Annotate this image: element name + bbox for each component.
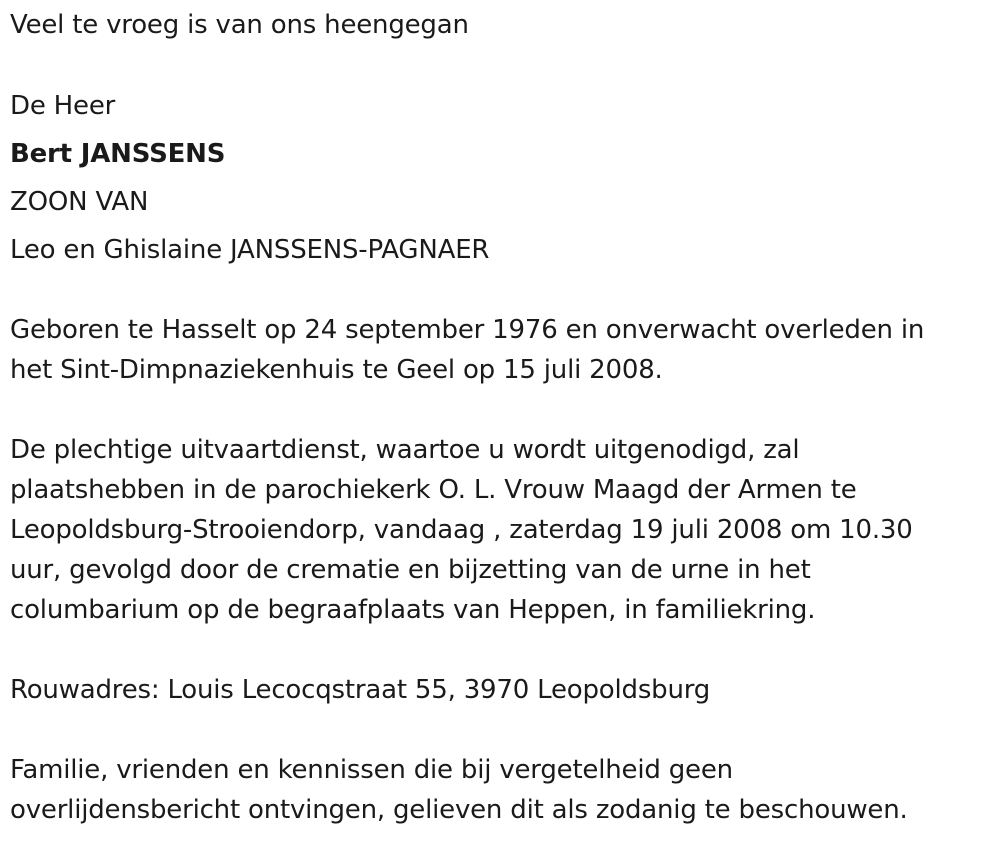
deceased-name: Bert JANSSENS [10,139,226,169]
closing-paragraph [10,750,985,830]
service-line: plaatshebben in de parochiekerk O. L. Vrouw Maagd der Armen te [10,475,857,505]
closing-line: overlijdensbericht ontvingen, gelieven dit als zodanig te beschouwen. [10,795,908,825]
birth-death-paragraph [10,310,985,390]
service-line: uur, gevolgd door de crematie en bijzetting van de urne in het [10,555,811,585]
service-line: De plechtige uitvaartdienst, waartoe u wordt uitgenodigd, zal [10,435,800,465]
birth-death-line: het Sint-Dimpnaziekenhuis te Geel op 15 juli 2008. [10,355,663,385]
intro-line: Veel te vroeg is van ons heengegan [10,10,469,40]
closing-line: Familie, vrienden en kennissen die bij vergetelheid geen [10,755,733,785]
service-line: columbarium op de begraafplaats van Heppen, in familiekring. [10,595,816,625]
honorific: De Heer [10,91,116,121]
service-line: Leopoldsburg-Strooiendorp, vandaag , zaterdag 19 juli 2008 om 10.30 [10,515,913,545]
mourning-address: Rouwadres: Louis Lecocqstraat 55, 3970 Leopoldsburg [10,675,711,705]
service-paragraph [10,430,985,630]
parents-names: Leo en Ghislaine JANSSENS-PAGNAER [10,235,490,265]
relation-label: ZOON VAN [10,187,149,217]
birth-death-line: Geboren te Hasselt op 24 september 1976 en onverwacht overleden in [10,315,925,345]
